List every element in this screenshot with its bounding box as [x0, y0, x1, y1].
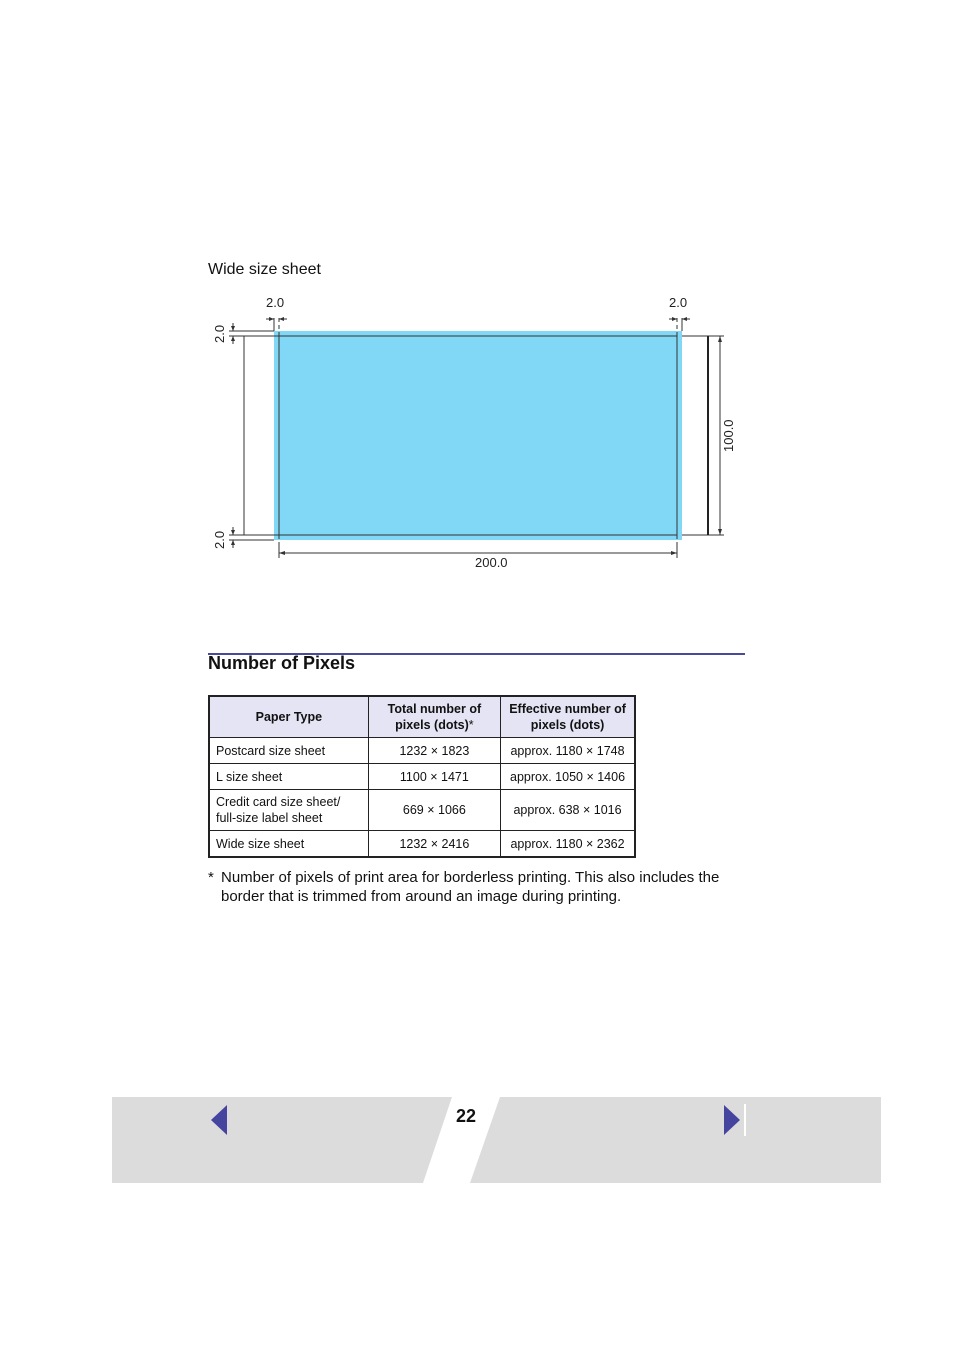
cell-paper-type: Wide size sheet	[209, 831, 368, 858]
next-page-button[interactable]	[718, 1100, 748, 1140]
dim-height: 100.0	[721, 419, 736, 452]
dim-width: 200.0	[475, 555, 508, 570]
cell-effective: approx. 1180 × 2362	[501, 831, 635, 858]
header-effective-pixels: Effective number of pixels (dots)	[501, 696, 635, 738]
table-row	[209, 764, 635, 790]
cell-paper-type: L size sheet	[209, 764, 368, 790]
cell-total: 1100 × 1471	[368, 764, 500, 790]
dim-left-bottom: 2.0	[212, 530, 227, 549]
dim-top-right: 2.0	[669, 295, 688, 310]
prev-page-button[interactable]	[205, 1100, 235, 1140]
footnote-text: Number of pixels of print area for borderless printing. This also includes the border that is trimmed from around an image during printing.	[221, 869, 720, 905]
page-number: 22	[455, 1106, 477, 1126]
dim-left-top: 2.0	[212, 324, 227, 343]
table-header-row	[209, 696, 635, 738]
wide-sheet-diagram	[0, 0, 954, 600]
footnote	[208, 868, 748, 906]
pixels-table	[208, 695, 636, 858]
cell-total: 669 × 1066	[368, 790, 500, 831]
cell-effective: approx. 1180 × 1748	[501, 738, 635, 764]
cell-total: 1232 × 2416	[368, 831, 500, 858]
print-area	[274, 331, 682, 540]
table-row	[209, 738, 635, 764]
cell-paper-type: Credit card size sheet/ full-size label sheet	[209, 790, 368, 831]
cell-paper-type: Postcard size sheet	[209, 738, 368, 764]
header-paper-type: Paper Type	[209, 696, 368, 738]
table-row	[209, 831, 635, 858]
next-panel	[470, 1097, 881, 1183]
cell-effective: approx. 1050 × 1406	[501, 764, 635, 790]
footnote-marker: *	[468, 718, 474, 732]
prev-panel	[112, 1097, 452, 1183]
cell-effective: approx. 638 × 1016	[501, 790, 635, 831]
footnote-mark: *	[208, 869, 214, 886]
dim-top-left: 2.0	[266, 295, 285, 310]
table-row	[209, 790, 635, 831]
cell-total: 1232 × 1823	[368, 738, 500, 764]
section-title: Number of Pixels	[208, 653, 356, 673]
header-total-pixels: Total number of pixels (dots)*	[368, 696, 500, 738]
figure-title: Wide size sheet	[208, 261, 321, 278]
